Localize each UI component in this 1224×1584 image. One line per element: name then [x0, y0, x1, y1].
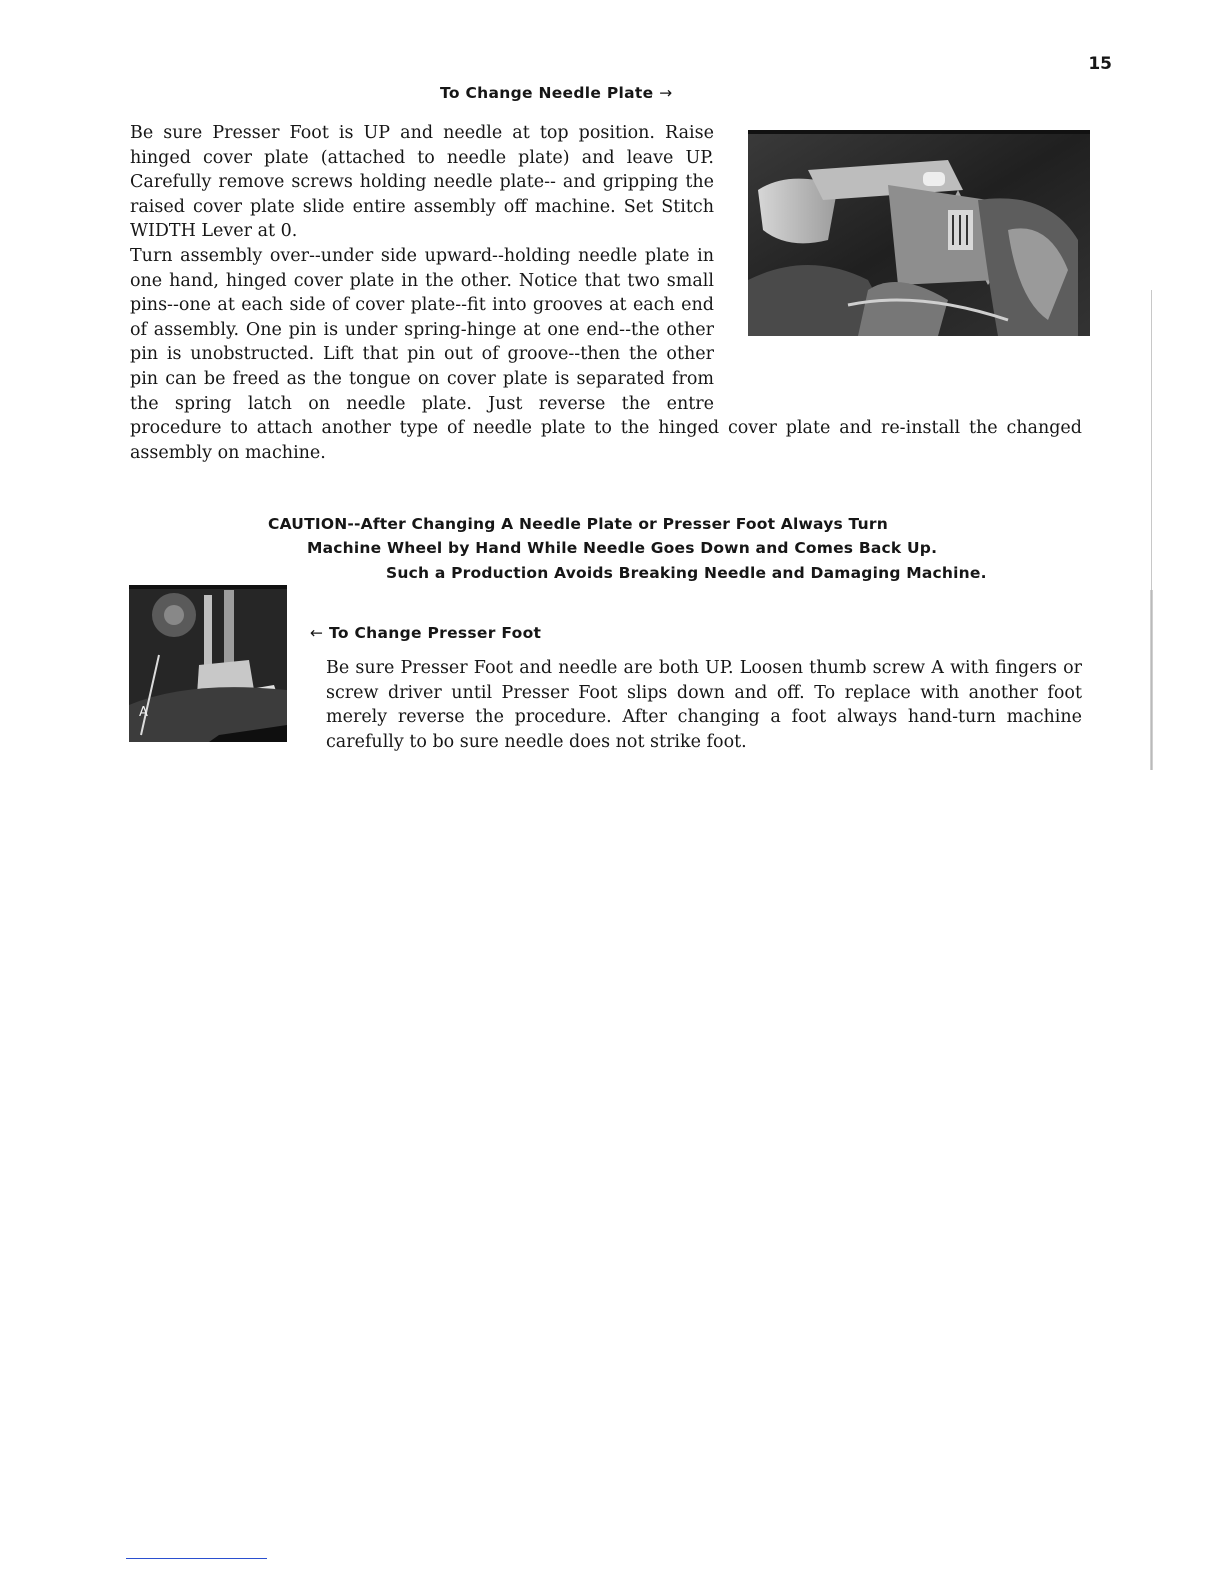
- caution-line-3: Such a Production Avoids Breaking Needle and Damaging Machine.: [386, 564, 987, 582]
- right-arrow-icon: →: [659, 84, 673, 102]
- presser-foot-heading: [310, 624, 541, 642]
- needle-plate-body: [130, 121, 1082, 465]
- caution-line-1: CAUTION--After Changing A Needle Plate or Presser Foot Always Turn: [268, 515, 888, 533]
- presser-foot-paragraph: Be sure Presser Foot and needle are both UP. Loosen thumb screw A with fingers or screw driver until Presser Foot slips down and off. To replace with another foot merely reverse the procedure. After changing a foot always hand-turn machine carefully to bo sure needle does not strike foot.: [326, 658, 1082, 752]
- left-arrow-icon: ←: [310, 624, 324, 642]
- presser-foot-photo: [129, 585, 287, 742]
- photo-spacer: [722, 121, 1082, 395]
- thumb-screw-label: A: [139, 705, 148, 720]
- caution-line-2: Machine Wheel by Hand While Needle Goes Down and Comes Back Up.: [307, 539, 938, 557]
- scan-edge-artifact: [1150, 290, 1153, 770]
- page-number: 15: [1088, 54, 1112, 74]
- needle-plate-paragraph-1: Be sure Presser Foot is UP and needle at top position. Raise hinged cover plate (attached to needle plate) and leave UP. Carefully remove screws holding needle plate-- and gripping the raised cover plate slide entire assembly off machine. Set Stitch WIDTH Lever at 0.: [130, 123, 714, 242]
- needle-plate-paragraph-2: Turn assembly over--under side upward--holding needle plate in one hand, hinged cover plate in the other. Notice that two small pins--one at each side of cover plate--fit into grooves at each end of assembly. One pin is under spring-hinge at one end--the other pin is unobstructed. Lift that pin out of groove--then the other pin can be freed as the tongue on cover plate is separated from the spring latch on needle plate. Just reverse the entre procedure to attach another type of needle plate to the hinged cover plate and re-install the changed assembly on machine.: [130, 245, 1082, 463]
- presser-foot-heading-text: To Change Presser Foot: [329, 624, 542, 642]
- needle-plate-heading: [440, 84, 672, 102]
- presser-foot-body: [326, 656, 1082, 754]
- footnote-rule: [126, 1558, 267, 1559]
- needle-plate-heading-text: To Change Needle Plate: [440, 84, 654, 102]
